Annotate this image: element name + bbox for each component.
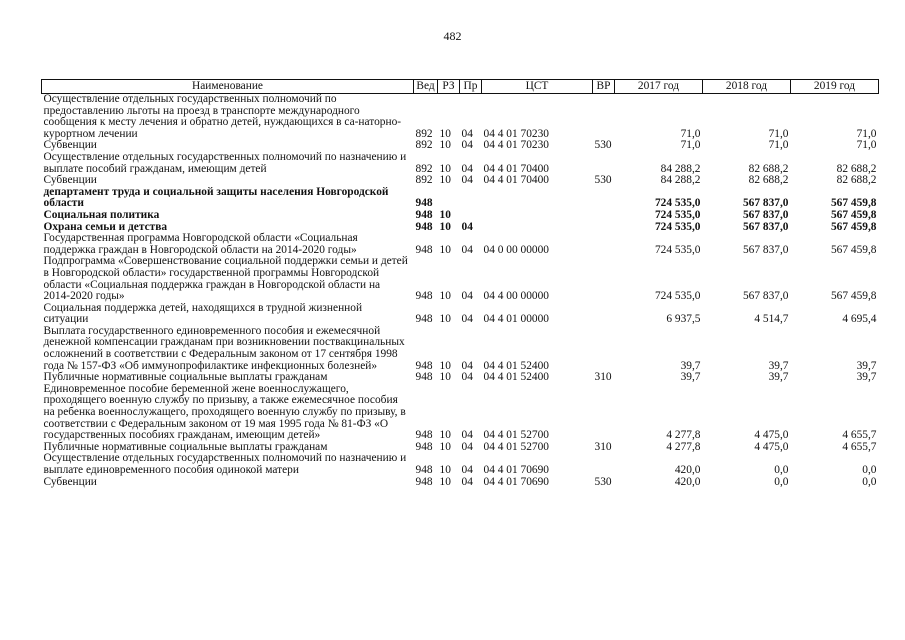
budget-table [41,79,879,488]
cell-pr: 04 [461,313,473,326]
cell-rz: 10 [439,464,451,476]
table-row [42,152,879,175]
table-row [42,210,879,222]
cell-pr: 04 [461,127,473,140]
cell-vr: 530 [594,475,612,488]
cell-rz: 10 [439,174,451,187]
cell-vr [593,210,615,222]
cell-pr: 04 [461,162,473,175]
cell-cst: 04 4 01 70230 [483,139,549,152]
cell-2019: 82 688,2 [836,174,877,187]
cell-2019: 4 655,7 [842,429,877,442]
cell-cst: 04 4 01 52400 [483,371,549,384]
cell-2018: 39,7 [768,371,789,384]
cell-ved: 948 [415,290,433,303]
cell-pr: 04 [461,475,473,488]
cell-vr [593,453,615,476]
table-row [42,94,879,141]
cell-name: Субвенции [43,174,97,187]
table-row [42,326,879,372]
cell-vr: 530 [594,139,612,152]
cell-cst [482,187,593,210]
cell-2019: 567 459,8 [830,290,877,303]
cell-vr [593,187,615,210]
cell-cst [482,222,593,234]
cell-pr: 04 [461,139,473,152]
cell-vr [593,233,615,256]
cell-vr [593,326,615,372]
cell-cst: 04 4 01 70690 [483,475,549,488]
cell-2019: 567 459,8 [830,197,877,210]
cell-cst: 04 4 01 00000 [483,313,549,326]
cell-name: департамент труда и социальной защиты населения Новгородской области [43,185,389,210]
cell-2017: 420,0 [674,475,701,488]
cell-2017: 6 937,5 [666,313,701,326]
cell-rz: 10 [439,359,451,372]
cell-2017: 420,0 [674,464,701,476]
cell-2019: 4 655,7 [842,440,877,453]
cell-rz: 10 [439,475,451,488]
cell-2017: 71,0 [680,127,701,140]
cell-2018: 4 514,7 [754,313,789,326]
cell-2017: 39,7 [680,359,701,372]
cell-name: Субвенции [43,139,97,152]
table-header-row [42,80,879,94]
cell-2017: 39,7 [680,371,701,384]
cell-name: Единовременное пособие беременной жене военнослужащего, проходящего военную службу по призыву, а также ежемесячное пособия на ребенка военнослужащего, проходящего военную службу по призыву, в соответствии с Федеральным законом от 19 мая 1995 года № 81-ФЗ «О государственных пособиях гражданам, имеющим детей» [43,382,406,442]
cell-2018: 0,0 [774,475,789,488]
cell-vr [593,303,615,326]
cell-rz [438,187,460,210]
cell-2018: 82 688,2 [748,174,789,187]
cell-vr: 310 [594,371,612,384]
cell-rz: 10 [439,162,451,175]
cell-cst: 04 4 01 70690 [483,464,549,476]
header-ved: Вед [414,80,438,94]
cell-2017: 724 535,0 [654,197,701,210]
cell-ved: 948 [415,208,433,221]
cell-2019: 39,7 [856,359,877,372]
cell-2018: 567 837,0 [742,220,789,233]
table-row [42,303,879,326]
cell-2018: 4 475,0 [754,429,789,442]
cell-cst: 04 4 01 70230 [483,127,549,140]
cell-vr [593,94,615,141]
cell-rz: 10 [439,243,451,256]
cell-2018: 82 688,2 [748,162,789,175]
cell-2018: 567 837,0 [742,197,789,210]
cell-ved: 892 [415,162,433,175]
cell-2017: 4 277,8 [666,440,701,453]
cell-vr [593,256,615,302]
cell-ved: 948 [415,371,433,384]
cell-name: Социальная политика [43,208,160,221]
cell-2018: 71,0 [768,127,789,140]
cell-2019: 39,7 [856,371,877,384]
cell-rz: 10 [439,429,451,442]
cell-cst: 04 4 01 70400 [483,174,549,187]
cell-name: Социальная поддержка детей, находящихся в трудной жизненной ситуации [43,301,363,326]
cell-2019: 71,0 [856,139,877,152]
cell-2018: 4 475,0 [754,440,789,453]
cell-pr: 04 [461,371,473,384]
table-row [42,256,879,302]
cell-2019: 71,0 [856,127,877,140]
header-pr: Пр [460,80,482,94]
table-row [42,384,879,442]
page-number: 482 [443,29,462,43]
cell-cst [482,210,593,222]
header-cst: ЦСТ [482,80,593,94]
cell-cst: 04 4 01 52400 [483,359,549,372]
cell-2018: 39,7 [768,359,789,372]
cell-cst: 04 4 01 70400 [483,162,549,175]
cell-rz: 10 [439,139,451,152]
cell-2018: 567 837,0 [742,290,789,303]
cell-pr [460,187,482,210]
cell-name: Охрана семьи и детства [43,220,168,233]
cell-2019: 82 688,2 [836,162,877,175]
cell-ved: 948 [415,429,433,442]
cell-pr: 04 [461,429,473,442]
table-row [42,453,879,476]
cell-cst: 04 4 00 00000 [483,290,549,303]
cell-name: Государственная программа Новгородской области «Социальная поддержка граждан в Новгородской области на 2014-2020 годы» [43,232,358,256]
cell-pr: 04 [461,359,473,372]
header-name: Наименование [42,80,414,94]
cell-ved: 948 [415,440,433,453]
cell-name: Публичные нормативные социальные выплаты гражданам [43,371,328,384]
cell-name: Публичные нормативные социальные выплаты гражданам [43,440,328,453]
cell-ved: 948 [415,359,433,372]
cell-name: Осуществление отдельных государственных полномочий по предоставлению льготы на проезд в транспорте международного сообщения к месту лечения и обратно детей, нуждающихся в са-наторно-курортном лечении [43,93,402,140]
cell-2019: 567 459,8 [830,243,877,256]
table-row [42,477,879,489]
cell-2018: 567 837,0 [742,208,789,221]
cell-rz: 10 [439,127,451,140]
cell-name: Выплата государственного единовременного пособия и ежемесячной денежной компенсации гражданам при возникновении поствакцинальных осложнений в соответствии с Федеральным законом от 17 сентября 1998 года № 157-ФЗ «Об иммунопрофилактике инфекционных болезней» [43,324,405,372]
cell-ved: 948 [415,220,433,233]
header-2019: 2019 год [791,80,879,94]
cell-name: Подпрограмма «Совершенствование социальной поддержки семьи и детей в Новгородской области» государственной программы Новгородской области «Социальная поддержка граждан в Новгородской области на 2014-2020 годы» [43,255,408,303]
cell-2019: 0,0 [862,475,877,488]
header-2018: 2018 год [703,80,791,94]
cell-vr: 530 [594,174,612,187]
table-row [42,187,879,210]
cell-pr: 04 [461,243,473,256]
cell-vr [593,222,615,234]
cell-name: Субвенции [43,475,97,488]
cell-2017: 84 288,2 [660,162,701,175]
cell-pr: 04 [461,290,473,303]
cell-ved: 948 [415,313,433,326]
cell-ved: 948 [415,464,433,476]
cell-2019: 567 459,8 [830,208,877,221]
header-vr: ВР [593,80,615,94]
cell-vr [593,152,615,175]
cell-ved: 892 [415,139,433,152]
cell-pr: 04 [461,174,473,187]
cell-2018: 0,0 [774,464,789,476]
cell-2019: 4 695,4 [842,313,877,326]
cell-rz: 10 [439,208,451,221]
cell-pr: 04 [461,464,473,476]
cell-2017: 724 535,0 [654,208,701,221]
cell-2017: 71,0 [680,139,701,152]
cell-2018: 71,0 [768,139,789,152]
table-row [42,175,879,187]
cell-ved: 892 [415,127,433,140]
cell-cst: 04 4 01 52700 [483,429,549,442]
cell-2017: 724 535,0 [654,243,701,256]
cell-ved: 948 [415,243,433,256]
cell-cst: 04 0 00 00000 [483,243,549,256]
cell-pr: 04 [461,220,473,233]
cell-name: Осуществление отдельных государственных полномочий по назначению и выплате единовременного пособия одинокой матери [43,452,407,476]
cell-2019: 0,0 [862,464,877,476]
cell-rz: 10 [439,290,451,303]
cell-pr [460,210,482,222]
header-2017: 2017 год [615,80,703,94]
cell-rz: 10 [439,220,451,233]
cell-2017: 4 277,8 [666,429,701,442]
table-body [42,94,879,489]
cell-name: Осуществление отдельных государственных полномочий по назначению и выплате пособий гражданам, имеющим детей [43,150,407,175]
cell-rz: 10 [439,440,451,453]
cell-rz: 10 [439,371,451,384]
cell-rz: 10 [439,313,451,326]
cell-ved: 948 [415,475,433,488]
cell-pr: 04 [461,440,473,453]
cell-vr: 310 [594,440,612,453]
cell-2019: 567 459,8 [830,220,877,233]
cell-2017: 84 288,2 [660,174,701,187]
cell-ved: 948 [415,197,433,210]
cell-2017: 724 535,0 [654,290,701,303]
cell-ved: 892 [415,174,433,187]
cell-2018: 567 837,0 [742,243,789,256]
cell-cst: 04 4 01 52700 [483,440,549,453]
header-rz: РЗ [438,80,460,94]
cell-2017: 724 535,0 [654,220,701,233]
cell-vr [593,384,615,442]
table-row [42,233,879,256]
